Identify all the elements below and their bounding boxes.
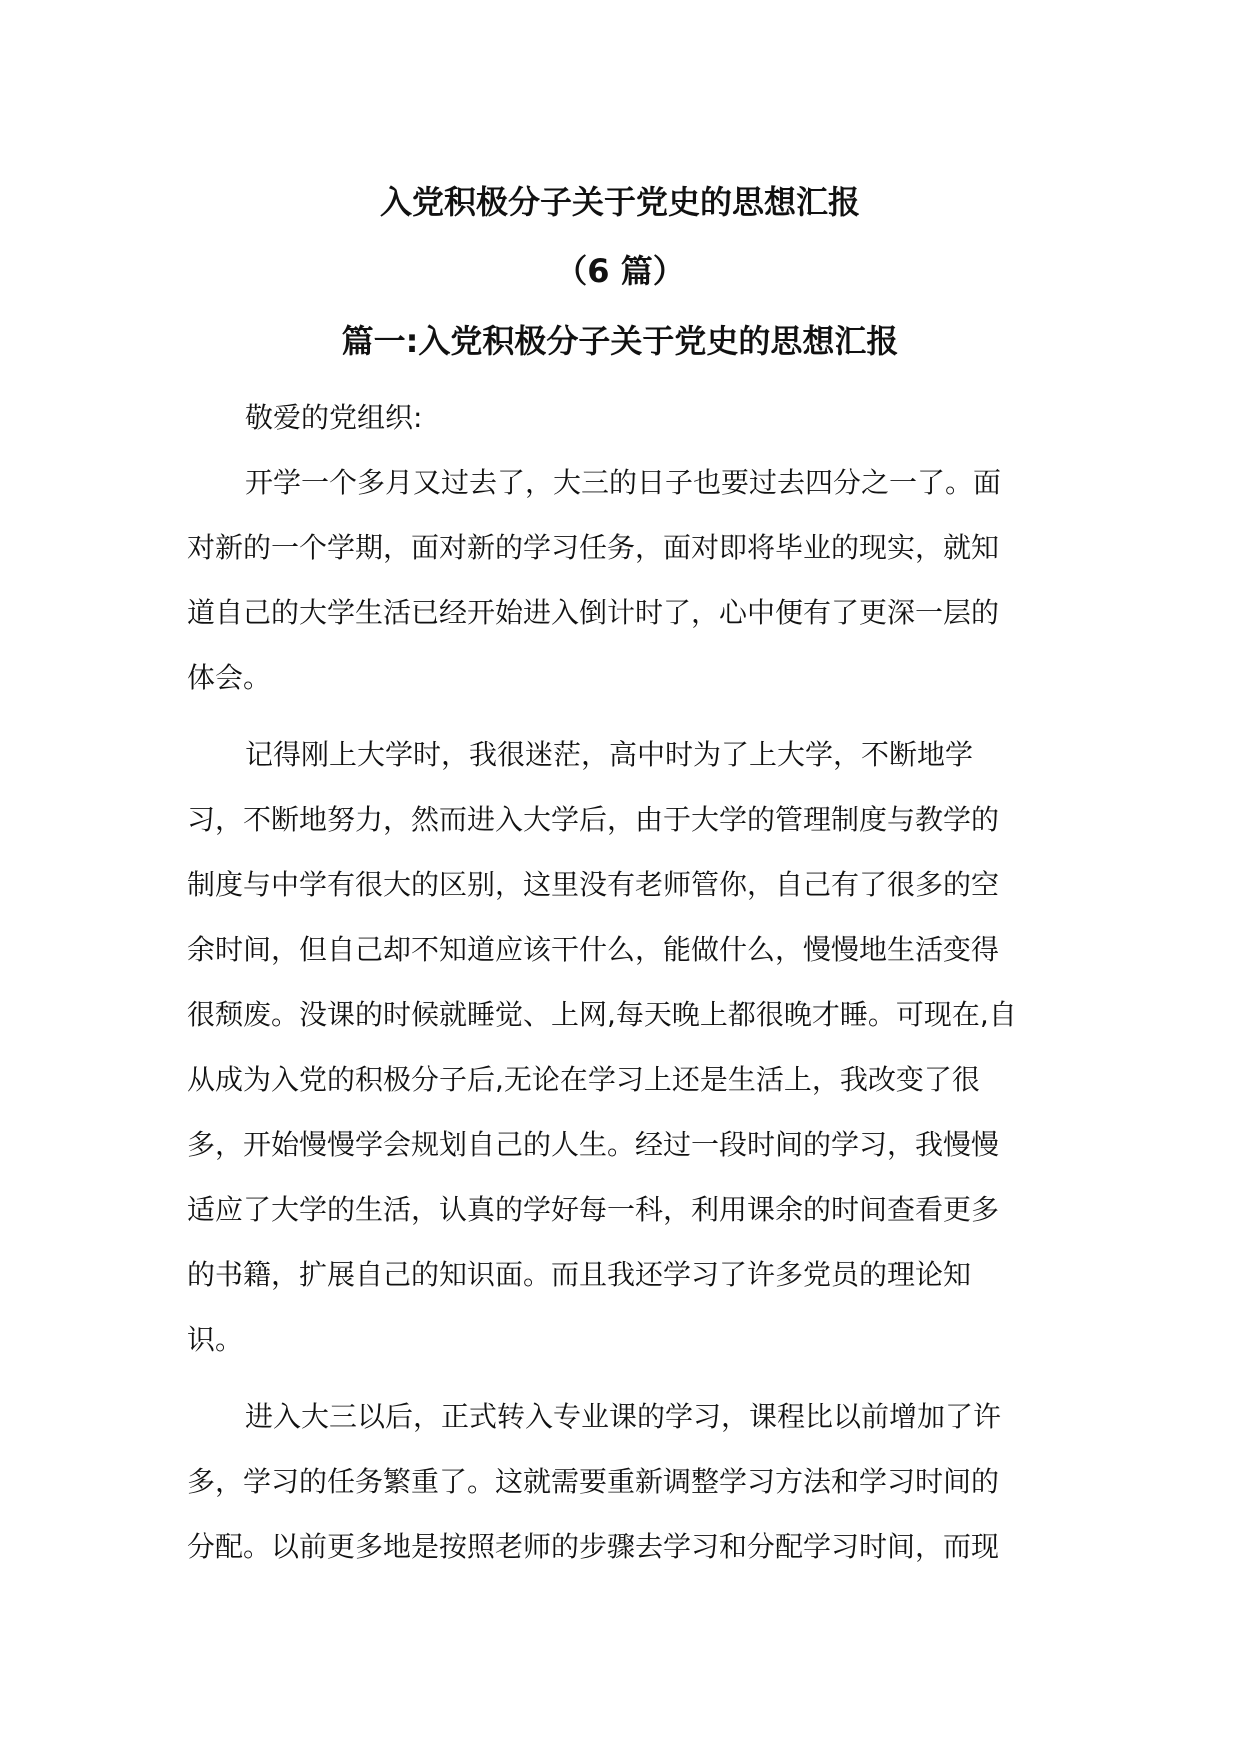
document-title: 入党积极分子关于党史的思想汇报: [379, 183, 860, 221]
document-body: [187, 385, 1053, 1579]
paragraph-line: 识。: [187, 1323, 244, 1356]
paragraph-line: 的书籍，扩展自己的知识面。而且我还学习了许多党员的理论知: [187, 1258, 972, 1291]
paragraph-line: 记得刚上大学时，我很迷茫，高中时为了上大学，不断地学: [245, 738, 974, 771]
article-count: （6 篇）: [555, 252, 685, 290]
paragraph-line: 制度与中学有很大的区别，这里没有老师管你，自己有了很多的空: [187, 868, 1000, 901]
paragraph-line: 余时间，但自己却不知道应该干什么，能做什么，慢慢地生活变得: [187, 933, 1000, 966]
paragraph-line: 进入大三以后，正式转入专业课的学习，课程比以前增加了许: [245, 1400, 1002, 1433]
paragraph-line: 道自己的大学生活已经开始进入倒计时了，心中便有了更深一层的: [187, 596, 1000, 629]
paragraph-line: 适应了大学的生活，认真的学好每一科，利用课余的时间查看更多: [187, 1193, 1000, 1226]
paragraph-line: 体会。: [187, 661, 272, 694]
paragraph-line: 从成为入党的积极分子后,无论在学习上还是生活上，我改变了很: [187, 1063, 980, 1096]
section-heading: 篇一:入党积极分子关于党史的思想汇报: [341, 322, 899, 360]
paragraph-line: 开学一个多月又过去了，大三的日子也要过去四分之一了。面: [245, 466, 1002, 499]
paragraph-line: 习，不断地努力，然而进入大学后，由于大学的管理制度与教学的: [187, 803, 1000, 836]
paragraph-line: 多，开始慢慢学会规划自己的人生。经过一段时间的学习，我慢慢: [187, 1128, 1000, 1161]
paragraph-line: 分配。以前更多地是按照老师的步骤去学习和分配学习时间，而现: [187, 1530, 1000, 1563]
paragraph-line: 对新的一个学期，面对新的学习任务，面对即将毕业的现实，就知: [187, 531, 1000, 564]
greeting: 敬爱的党组织:: [245, 401, 423, 434]
paragraph-line: 多，学习的任务繁重了。这就需要重新调整学习方法和学习时间的: [187, 1465, 1000, 1498]
paragraph-line: 很颓废。没课的时候就睡觉、上网,每天晚上都很晚才睡。可现在,自: [187, 998, 1017, 1031]
